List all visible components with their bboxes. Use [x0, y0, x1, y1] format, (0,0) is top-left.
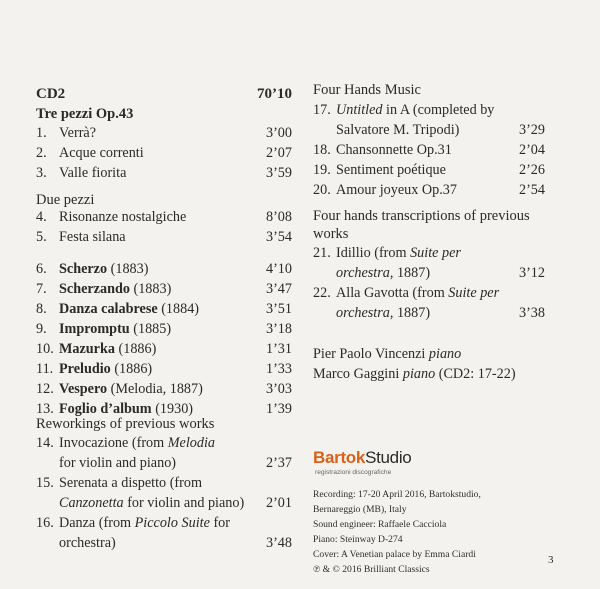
logo-word-1: Bartok	[313, 448, 366, 467]
track-number: 1.	[36, 125, 47, 141]
track-year: (1884)	[157, 301, 200, 317]
transcriptions-heading-line1: Four hands transcriptions of previous	[313, 208, 530, 224]
track-duration: 3’54	[265, 229, 292, 245]
track-title-cont: , 1887)	[389, 305, 431, 321]
track-title: Vespero	[59, 381, 108, 397]
cd-total-duration: 70’10	[257, 86, 292, 102]
cd-title: CD2	[36, 86, 66, 102]
track-17	[313, 100, 545, 120]
credit-line-2: Bernareggio (MB), Italy	[313, 504, 407, 515]
tre-pezzi-list	[36, 123, 292, 183]
track-title-cont: Salvatore M. Tripodi)	[336, 122, 460, 138]
performer-note: (CD2: 17-22)	[435, 366, 516, 382]
page-number: 3	[548, 554, 554, 566]
track-number: 10.	[36, 341, 54, 357]
track-title: in A (completed by	[382, 102, 495, 118]
track-number: 9.	[36, 321, 47, 337]
track-title-italic: orchestra	[336, 265, 390, 281]
track-title: Acque correnti	[59, 145, 144, 161]
track-duration: 2’37	[265, 455, 292, 471]
track-5	[36, 227, 292, 247]
track-number: 22.	[313, 285, 331, 301]
track-number: 11.	[36, 361, 54, 377]
track-title: Risonanze nostalgiche	[59, 209, 187, 225]
track-duration: 3’59	[265, 165, 292, 181]
track-title-italic: Piccolo Suite	[134, 515, 210, 531]
track-19	[313, 160, 545, 180]
track-title-italic: Melodia	[167, 435, 216, 451]
transcriptions-list	[313, 243, 545, 323]
track-title-cont: , 1887)	[389, 265, 431, 281]
track-title: Serenata a dispetto (from	[59, 475, 203, 491]
cd-header	[36, 84, 292, 104]
credit-line-4: Piano: Steinway D-274	[313, 534, 403, 545]
reworkings-list	[36, 433, 292, 553]
track-title: Scherzo	[59, 261, 108, 277]
performer-1	[313, 344, 461, 364]
track-year: (1883)	[129, 281, 172, 297]
track-title: Chansonnette Op.31	[336, 142, 452, 158]
track-year: (Melodia, 1887)	[107, 381, 203, 397]
track-duration: 3’29	[518, 122, 545, 138]
track-15-line2	[36, 493, 292, 513]
track-9	[36, 319, 292, 339]
track-22	[313, 283, 545, 303]
track-number: 21.	[313, 245, 331, 261]
track-title: Danza (from	[59, 515, 135, 531]
track-title: Verrà?	[59, 125, 97, 141]
logo-tagline: registrazioni discografiche	[315, 469, 392, 476]
track-1	[36, 123, 292, 143]
track-number: 16.	[36, 515, 54, 531]
track-title-cont: orchestra)	[59, 535, 116, 551]
track-title-italic: Suite per	[448, 285, 500, 301]
track-14	[36, 433, 292, 453]
performer-name: Pier Paolo Vincenzi	[313, 346, 429, 362]
track-number: 4.	[36, 209, 47, 225]
track-number: 17.	[313, 102, 331, 118]
track-number: 12.	[36, 381, 54, 397]
track-duration: 2’07	[265, 145, 292, 161]
track-22-line2	[313, 303, 545, 323]
credit-line-3: Sound engineer: Raffaele Cacciola	[313, 519, 447, 530]
bartokstudio-logo	[313, 448, 411, 488]
track-title: Festa silana	[59, 229, 126, 245]
track-21-line2	[313, 263, 545, 283]
track-title: Sentiment poétique	[336, 162, 446, 178]
track-3	[36, 163, 292, 183]
track-duration: 3’00	[265, 125, 292, 141]
track-21	[313, 243, 545, 263]
four-hands-heading: Four Hands Music	[313, 82, 421, 98]
performer-name: Marco Gaggini	[313, 366, 403, 382]
performer-2	[313, 364, 516, 384]
due-pezzi-heading: Due pezzi	[36, 192, 95, 208]
track-title-cont: for violin and piano)	[59, 455, 177, 471]
track-16	[36, 513, 292, 533]
track-number: 8.	[36, 301, 47, 317]
track-duration: 2’26	[518, 162, 545, 178]
four-hands-list	[313, 100, 545, 200]
logo-wordmark	[313, 448, 411, 468]
track-15	[36, 473, 292, 493]
track-title: Scherzando	[59, 281, 130, 297]
track-number: 3.	[36, 165, 47, 181]
track-number: 20.	[313, 182, 331, 198]
track-number: 2.	[36, 145, 47, 161]
track-16-line2	[36, 533, 292, 553]
credit-line-5: Cover: A Venetian palace by Emma Ciardi	[313, 549, 476, 560]
track-duration: 3’03	[265, 381, 292, 397]
track-title-italic: Canzonetta	[59, 495, 124, 511]
logo-word-2: Studio	[365, 448, 412, 467]
track-title: Mazurka	[59, 341, 115, 357]
track-duration: 2’01	[265, 495, 292, 511]
track-duration: 3’47	[265, 281, 292, 297]
track-year: (1930)	[151, 401, 194, 417]
track-duration: 3’48	[265, 535, 292, 551]
track-20	[313, 180, 545, 200]
track-number: 14.	[36, 435, 54, 451]
track-18	[313, 140, 545, 160]
track-17-line2	[313, 120, 545, 140]
track-year: (1886)	[110, 361, 153, 377]
tre-pezzi-heading: Tre pezzi Op.43	[36, 106, 134, 122]
track-duration: 2’54	[518, 182, 545, 198]
track-title: Idillio (from	[336, 245, 411, 261]
track-title: Invocazione (from	[59, 435, 168, 451]
track-title: Alla Gavotta (from	[336, 285, 449, 301]
track-duration: 3’12	[518, 265, 545, 281]
track-number: 18.	[313, 142, 331, 158]
track-duration: 4’10	[265, 261, 292, 277]
track-8	[36, 299, 292, 319]
track-title-italic: Suite per	[410, 245, 461, 261]
track-duration: 1’31	[265, 341, 292, 357]
single-pieces-list	[36, 259, 292, 419]
track-duration: 3’18	[265, 321, 292, 337]
track-number: 7.	[36, 281, 47, 297]
track-title: Impromptu	[59, 321, 130, 337]
due-pezzi-list	[36, 207, 292, 247]
track-duration: 3’51	[265, 301, 292, 317]
track-year: (1883)	[107, 261, 149, 277]
track-title: Preludio	[59, 361, 111, 377]
track-title-cont: for violin and piano)	[123, 495, 245, 511]
track-number: 5.	[36, 229, 47, 245]
track-number: 15.	[36, 475, 54, 491]
track-duration: 8’08	[265, 209, 292, 225]
performer-instrument: piano	[428, 346, 462, 362]
track-year: (1885)	[129, 321, 172, 337]
track-7	[36, 279, 292, 299]
track-number: 19.	[313, 162, 331, 178]
track-duration: 3’38	[518, 305, 545, 321]
track-duration: 1’39	[265, 401, 292, 417]
reworkings-heading: Reworkings of previous works	[36, 416, 215, 432]
track-14-line2	[36, 453, 292, 473]
track-title-italic: orchestra	[336, 305, 390, 321]
track-duration: 1’33	[265, 361, 292, 377]
track-4	[36, 207, 292, 227]
performer-instrument: piano	[402, 366, 436, 382]
track-6	[36, 259, 292, 279]
track-number: 6.	[36, 261, 47, 277]
track-number: 13.	[36, 401, 54, 417]
track-year: (1886)	[114, 341, 157, 357]
track-11	[36, 359, 292, 379]
track-title: Valle fiorita	[59, 165, 127, 181]
transcriptions-heading-line2: works	[313, 226, 349, 242]
track-title: Amour joyeux Op.37	[336, 182, 457, 198]
track-10	[36, 339, 292, 359]
track-title-italic: Untitled	[336, 102, 383, 118]
track-title: Foglio d’album	[59, 401, 152, 417]
track-2	[36, 143, 292, 163]
credit-line-6: ℗ & © 2016 Brilliant Classics	[313, 564, 430, 575]
credit-line-1: Recording: 17-20 April 2016, Bartokstudio,	[313, 489, 481, 500]
track-title-cont: for	[209, 515, 230, 531]
track-title: Danza calabrese	[59, 301, 158, 317]
track-duration: 2’04	[518, 142, 545, 158]
track-12	[36, 379, 292, 399]
